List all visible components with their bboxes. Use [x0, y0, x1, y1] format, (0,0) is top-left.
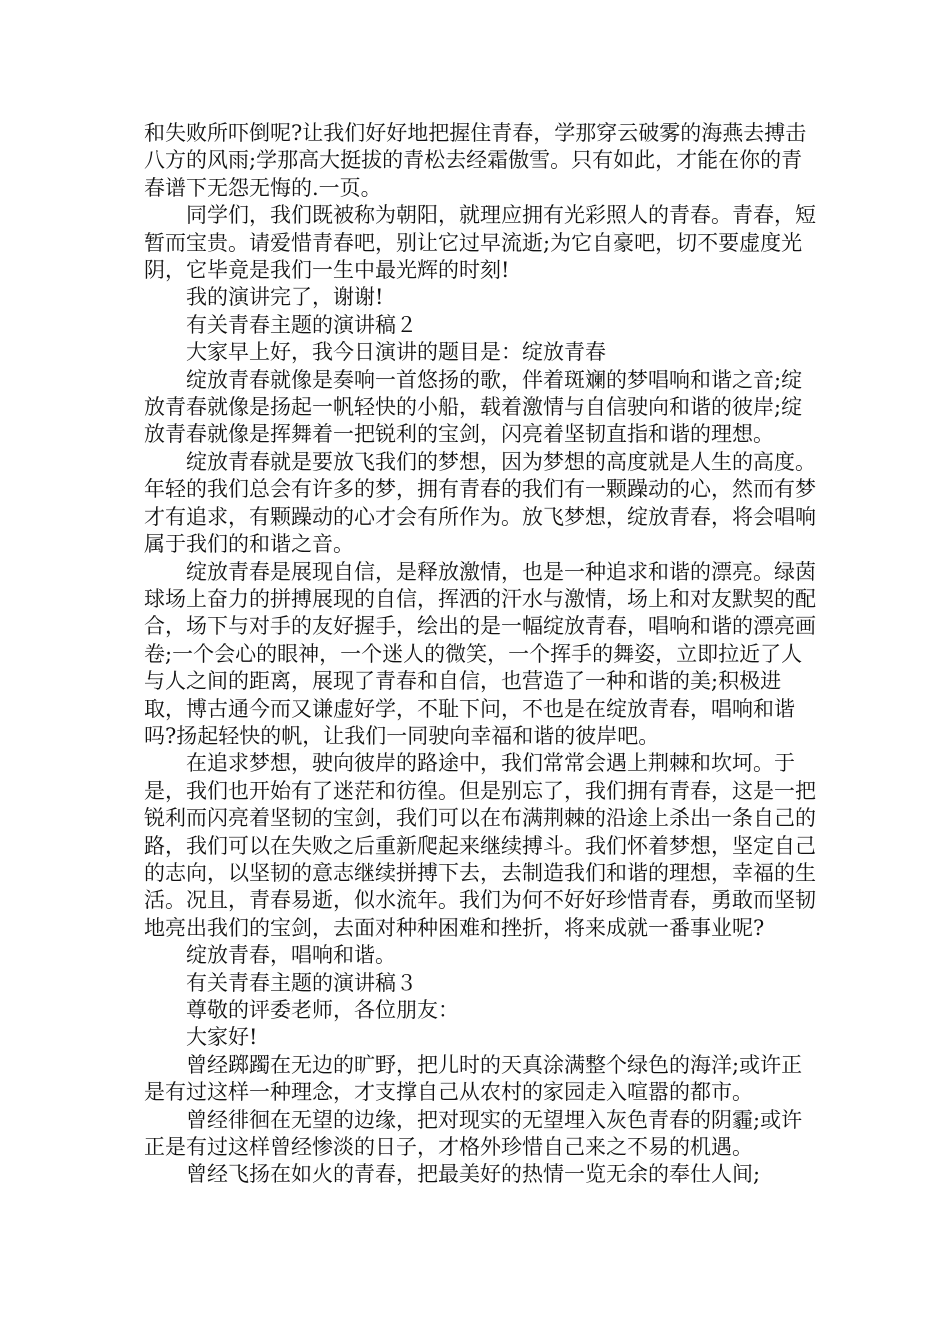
document-body — [144, 120, 820, 1189]
paragraph-12: 尊敬的评委老师，各位朋友： — [186, 998, 459, 1022]
paragraph-8: 绽放青春是展现自信，是释放激情，也是一种追求和谐的漂亮。绿茵球场上奋力的拼搏展现的自信，挥洒的汗水与激情，场上和对友默契的配合，场下与对手的友好握手，绘出的是一幅绽放青春，唱响和谐的漂亮画卷;一个会心的眼神，一个迷人的微笑，一个挥手的舞姿，立即拉近了人与人之间的距离，展现了青春和自信，也营造了一种和谐的美;积极进取，博古通今而又谦虚好学，不耻下问，不也是在绽放青春，唱响和谐吗?扬起轻快的帆，让我们一同驶向幸福和谐的彼岸吧。 — [144, 559, 816, 748]
paragraph-16: 曾经飞扬在如火的青春，把最美好的热情一览无余的奉仕人间; — [186, 1162, 761, 1187]
paragraph-3: 我的演讲完了，谢谢! — [186, 285, 384, 310]
paragraph-6: 绽放青春就像是奏响一首悠扬的歌，伴着斑斓的梦唱响和谐之音;绽放青春就像是扬起一帆轻快的小船，载着激情与自信驶向和谐的彼岸;绽放青春就像是挥舞着一把锐利的宝剑，闪亮着坚韧直指和谐的理想。 — [144, 367, 803, 447]
paragraph-5: 大家早上好，我今日演讲的题目是：绽放青春 — [186, 340, 606, 365]
paragraph-10: 绽放青春，唱响和谐。 — [186, 943, 396, 968]
paragraph-9: 在追求梦想，驶向彼岸的路途中，我们常常会遇上荆棘和坎坷。于是，我们也开始有了迷茫和彷徨。但是别忘了，我们拥有青春，这是一把锐利而闪亮着坚韧的宝剑，我们可以在布满荆棘的沿途上杀出一条自己的路，我们可以在失败之后重新爬起来继续搏斗。我们怀着梦想，坚定自己的志向，以坚韧的意志继续拼搏下去，去制造我们和谐的理想，幸福的生活。况且，青春易逝，似水流年。我们为何不好好珍惜青春，勇敢而坚韧地亮出我们的宝剑，去面对种种困难和挫折，将来成就一番事业呢? — [144, 751, 816, 940]
paragraph-14: 曾经踯躅在无边的旷野，把儿时的天真涂满整个绿色的海洋;或许正是有过这样一种理念，才支撑自己从农村的家园走入喧嚣的都市。 — [144, 1052, 803, 1105]
paragraph-1: 和失败所吓倒呢?让我们好好地把握住青春，学那穿云破雾的海燕去搏击八方的风雨;学那高大挺拔的青松去经霜傲雪。只有如此，才能在你的青春谱下无怨无悔的.一页。 — [144, 121, 807, 200]
paragraph-15: 曾经徘徊在无望的边缘，把对现实的无望埋入灰色青春的阴霾;或许正是有过这样曾经惨淡的日子，才格外珍惜自己来之不易的机遇。 — [144, 1107, 803, 1160]
paragraph-2: 同学们，我们既被称为朝阳，就理应拥有光彩照人的青春。青春，短暂而宝贵。请爱惜青春吧，别让它过早流逝;为它自豪吧，切不要虚度光阴，它毕竟是我们一生中最光辉的时刻! — [144, 203, 816, 283]
paragraph-13: 大家好! — [186, 1025, 258, 1050]
section-heading-2: 有关青春主题的演讲稿２ — [186, 312, 417, 337]
paragraph-7: 绽放青春就是要放飞我们的梦想，因为梦想的高度就是人生的高度。年轻的我们总会有许多的梦，拥有青春的我们有一颗躁动的心，然而有梦才有追求，有颗躁动的心才会有所作为。放飞梦想，绽放青春，将会唱响属于我们的和谐之音。 — [144, 449, 816, 557]
section-heading-3: 有关青春主题的演讲稿３ — [186, 970, 417, 995]
